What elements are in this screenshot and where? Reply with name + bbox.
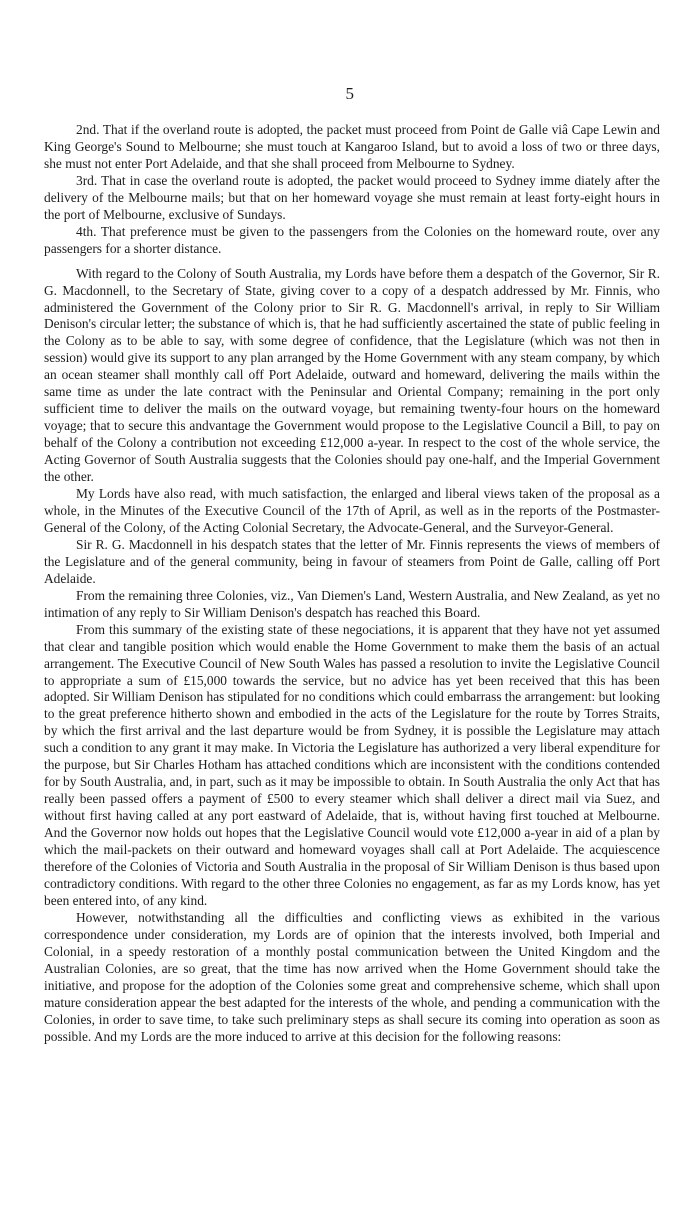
paragraph-condition-4th: 4th. That preference must be given to the passengers from the Colonies on the homeward route, over any passengers for a shorter distance. xyxy=(44,223,660,256)
paragraph-macdonnell-despatch: Sir R. G. Macdonnell in his despatch states that the letter of Mr. Finnis represents the views of members of the Legislature and of the general community, being in favour of steamers from Point de Galle, calling off Port Adelaide. xyxy=(44,536,660,586)
paragraph-home-government-initiative: However, notwithstanding all the difficulties and conflicting views as exhibited in the various correspondence under consideration, my Lords are of opinion that the interests involved, both Imperial and Colonial, in a speedy restoration of a monthly postal communication between the United Kingdom and the Australian Colonies, are so great, that the time has now arrived when the Home Government should take the initiative, and propose for the adoption of the Colonies some great and comprehensive scheme, which shall upon mature consideration appear the best adapted for the interests of the whole, and pending a communication with the Colonies, in order to save time, to take such preliminary steps as shall secure its coming into operation as soon as possible. And my Lords are the more induced to arrive at this decision for the following reasons: xyxy=(44,909,660,1044)
body-text xyxy=(44,122,660,1045)
paragraph-condition-3rd: 3rd. That in case the overland route is adopted, the packet would proceed to Sydney imme diately after the delivery of the Melbourne mails; but that on her homeward voyage she must remain at least forty-eight hours in the port of Melbourne, exclusive of Sundays. xyxy=(44,172,660,222)
paragraph-condition-2nd: 2nd. That if the overland route is adopted, the packet must proceed from Point de Galle viâ Cape Lewin and King George's Sound to Melbourne; she must touch at Kangaroo Island, but to avoid a loss of two or three days, she must not enter Port Adelaide, and that she shall proceed from Melbourne to Sydney. xyxy=(44,122,660,171)
paragraph-summary-negociations: From this summary of the existing state of these negociations, it is apparent that they have not yet assumed that clear and tangible position which would enable the Home Government to make them the basis of an actual arrangement. The Executive Council of New South Wales has passed a resolution to invite the Legislative Council to appropriate a sum of £15,000 towards the service, but no advice has yet been received that this has been adopted. Sir William Denison has stipulated for no conditions which could embarrass the arrangement: but looking to the great preference hitherto shown and embodied in the acts of the Legislature for the route by Torres Straits, by which the first arrival and the last departure would be from Sydney, it is possible the Legislature may attach such a condition to any grant it may make. In Victoria the Legislature has authorized a very liberal expenditure for the purpose, but Sir Charles Hotham has attached conditions which are inconsistent with the conditions contended for by South Australia, and, in part, such as it may be impossible to obtain. In South Australia the only Act that has really been passed offers a payment of £500 to every steamer which shall deliver a direct mail via Suez, and without first having called at any port eastward of Adelaide, that is, without having first touched at Melbourne. And the Governor now holds out hopes that the Legislative Council would vote £12,000 a-year in aid of a plan by which the mail-packets on their outward and homeward voyages shall call at Port Adelaide. The acquiescence therefore of the Colonies of Victoria and South Australia in the proposal of Sir William Denison is thus based upon contradictory conditions. With regard to the other three Colonies no engagement, as far as my Lords know, has yet been entered into, of any kind. xyxy=(44,621,660,908)
page-number: 5 xyxy=(345,84,355,103)
paragraph-remaining-colonies: From the remaining three Colonies, viz., Van Diemen's Land, Western Australia, and New Zealand, as yet no intimation of any reply to Sir William Denison's despatch has reached this Board. xyxy=(44,587,660,620)
paragraph-executive-council-minutes: My Lords have also read, with much satisfaction, the enlarged and liberal views taken of the proposal as a whole, in the Minutes of the Executive Council of the 17th of April, as well as in the reports of the Postmaster-General of the Colony, of the Acting Colonial Secretary, the Advocate-General, and the Surveyor-General. xyxy=(44,486,660,535)
paragraph-south-australia: With regard to the Colony of South Australia, my Lords have before them a despatch of the Governor, Sir R. G. Macdonnell, to the Secretary of State, giving cover to a copy of a despatch addressed by Mr. Finnis, who administered the Government of the Colony prior to Sir R. G. Macdonnell's arrival, in reply to Sir William Denison's circular letter; the substance of which is, that he had sufficiently ascertained the state of public feeling in the Colony as to be able to say, with some degree of confidence, that the Legislature (which was not then in session) would give its support to any plan arranged by the Home Government with any steam company, by which an ocean steamer shall monthly call off Port Adelaide, outward and homeward, delivering the mails within the same time as under the late contract with the Peninsular and Oriental Company; remaining in the port only sufficient time to deliver the mails on the outward voyage, but remaining twenty-four hours on the homeward voyage; that to secure this andvantage the Government would propose to the Legislative Council a Bill, to pay on behalf of the Colony a contribution not exceeding £12,000 a-year. In respect to the cost of the whole service, the Acting Governor of South Australia suggests that the Colonies should pay one-half, and the Imperial Government the other. xyxy=(44,265,660,485)
